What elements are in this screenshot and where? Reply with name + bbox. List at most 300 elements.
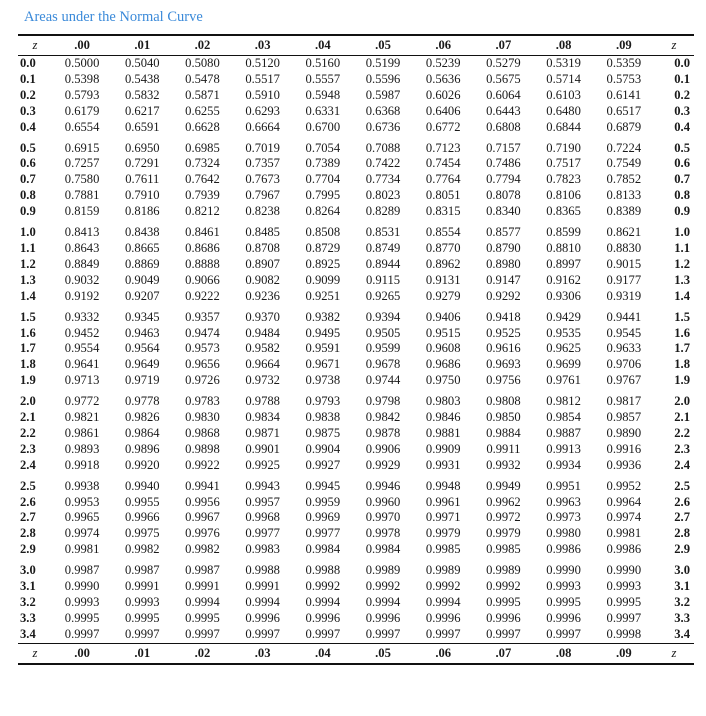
probability-cell: 0.7019 [245, 140, 280, 155]
probability-cell: 0.9817 [606, 394, 642, 409]
z-value: 1.9 [20, 373, 36, 388]
probability-cell: 0.5517 [245, 71, 280, 86]
probability-cell: 0.9418 [486, 309, 521, 324]
z-value-right: 0.9 [674, 204, 690, 219]
normal-distribution-table [18, 34, 694, 665]
probability-cell: 0.9922 [185, 457, 220, 472]
z-value-right: 3.0 [674, 563, 690, 578]
footer-column-label: .06 [435, 645, 452, 660]
probability-cell: 0.9945 [305, 478, 341, 493]
table-row [18, 526, 694, 542]
probability-cell: 0.9778 [124, 394, 160, 409]
probability-cell: 0.9959 [305, 494, 341, 509]
probability-cell: 0.9099 [305, 272, 341, 287]
probability-cell: 0.9984 [365, 542, 401, 557]
probability-cell: 0.7257 [64, 156, 100, 171]
probability-cell: 0.9332 [64, 309, 100, 324]
probability-cell: 0.9793 [305, 394, 341, 409]
table-row [18, 611, 694, 627]
probability-cell: 0.9979 [486, 526, 521, 541]
table-row [18, 426, 694, 442]
probability-cell: 0.9898 [185, 441, 220, 456]
probability-cell: 0.6293 [245, 103, 280, 118]
probability-cell: 0.6915 [64, 140, 100, 155]
probability-cell: 0.5557 [305, 71, 341, 86]
z-value: 2.7 [20, 510, 36, 525]
probability-cell: 0.5675 [486, 71, 521, 86]
z-value-right: 1.4 [674, 288, 690, 303]
probability-cell: 0.9961 [425, 494, 461, 509]
probability-cell: 0.8665 [124, 240, 160, 255]
probability-cell: 0.9948 [425, 478, 461, 493]
probability-cell: 0.9997 [124, 626, 160, 641]
z-value-right: 1.8 [674, 357, 690, 372]
z-value-right: 1.5 [674, 309, 690, 324]
probability-cell: 0.9995 [606, 595, 642, 609]
probability-cell: 0.9931 [425, 457, 461, 472]
probability-cell: 0.9838 [305, 410, 341, 425]
probability-cell: 0.9962 [486, 494, 521, 509]
probability-cell: 0.9982 [185, 542, 220, 557]
z-value-right: 0.5 [674, 140, 690, 155]
probability-cell: 0.9953 [64, 494, 100, 509]
probability-cell: 0.8365 [546, 204, 581, 219]
probability-cell: 0.9693 [486, 357, 521, 372]
probability-cell: 0.9984 [305, 542, 341, 557]
probability-cell: 0.6064 [486, 87, 521, 102]
probability-cell: 0.9993 [546, 579, 581, 594]
table-row [18, 204, 694, 220]
z-value-right: 1.2 [674, 256, 690, 271]
header-column-label: .05 [375, 38, 391, 52]
probability-cell: 0.9901 [245, 441, 280, 456]
z-value-right: 0.7 [674, 172, 690, 187]
probability-cell: 0.8212 [185, 204, 220, 219]
z-value: 0.3 [20, 103, 36, 118]
probability-cell: 0.8485 [245, 225, 280, 240]
z-value-right: 3.2 [674, 595, 690, 609]
probability-cell: 0.9974 [64, 526, 100, 541]
probability-cell: 0.8944 [365, 256, 401, 271]
table-row [18, 458, 694, 474]
probability-cell: 0.9991 [124, 579, 160, 594]
probability-cell: 0.9981 [606, 526, 642, 541]
probability-cell: 0.9441 [606, 309, 642, 324]
probability-cell: 0.6736 [365, 119, 401, 134]
probability-cell: 0.9904 [305, 441, 341, 456]
probability-cell: 0.9756 [486, 373, 521, 388]
probability-cell: 0.7734 [365, 172, 401, 187]
z-value-right: 2.8 [674, 526, 690, 541]
probability-cell: 0.8869 [124, 256, 160, 271]
table-row [18, 273, 694, 289]
probability-cell: 0.6554 [64, 119, 100, 134]
table-row [18, 220, 694, 241]
table-row [18, 120, 694, 136]
probability-cell: 0.5793 [64, 87, 100, 102]
probability-cell: 0.5438 [124, 71, 160, 86]
probability-cell: 0.9834 [245, 410, 280, 425]
probability-cell: 0.9987 [124, 563, 160, 578]
probability-cell: 0.9970 [365, 510, 401, 525]
probability-cell: 0.9713 [64, 373, 100, 388]
probability-cell: 0.9940 [124, 478, 160, 493]
probability-cell: 0.9732 [245, 373, 280, 388]
table-row [18, 558, 694, 579]
probability-cell: 0.9911 [486, 441, 521, 456]
table-row [18, 341, 694, 357]
z-value: 0.7 [20, 172, 36, 187]
probability-cell: 0.9884 [486, 425, 521, 440]
probability-cell: 0.9463 [124, 325, 160, 340]
z-value: 2.3 [20, 441, 36, 456]
footer-column-label: .09 [615, 645, 632, 660]
z-value-right: 2.6 [674, 494, 690, 509]
probability-cell: 0.5832 [124, 87, 160, 102]
probability-cell: 0.9995 [185, 610, 220, 625]
probability-cell: 0.9994 [185, 595, 220, 609]
probability-cell: 0.9861 [64, 425, 100, 440]
probability-cell: 0.6331 [305, 103, 341, 118]
probability-cell: 0.8810 [546, 240, 581, 255]
probability-cell: 0.9991 [245, 579, 280, 594]
probability-cell: 0.9971 [425, 510, 461, 525]
probability-cell: 0.5199 [365, 56, 401, 70]
probability-cell: 0.8106 [546, 188, 581, 203]
probability-cell: 0.9909 [425, 441, 461, 456]
table-row [18, 627, 694, 643]
probability-cell: 0.7995 [305, 188, 341, 203]
table-row [18, 410, 694, 426]
probability-cell: 0.7517 [546, 156, 581, 171]
probability-cell: 0.8264 [305, 204, 341, 219]
probability-cell: 0.6700 [305, 119, 341, 134]
table-row [18, 72, 694, 88]
probability-cell: 0.8186 [124, 204, 160, 219]
header-z-label: z [32, 38, 38, 52]
table-body [18, 56, 694, 644]
header-column-label: .01 [134, 38, 151, 52]
z-value: 2.5 [20, 478, 36, 493]
probability-cell: 0.9726 [185, 373, 220, 388]
probability-cell: 0.7852 [606, 172, 642, 187]
probability-cell: 0.8133 [606, 188, 642, 203]
probability-cell: 0.9997 [64, 626, 100, 641]
table-row [18, 257, 694, 273]
z-value-right: 2.3 [674, 441, 690, 456]
probability-cell: 0.8962 [425, 256, 461, 271]
z-value-right: 1.9 [674, 373, 690, 388]
probability-cell: 0.9147 [486, 272, 521, 287]
probability-cell: 0.8686 [185, 240, 220, 255]
probability-cell: 0.9995 [486, 595, 521, 609]
probability-cell: 0.9484 [245, 325, 280, 340]
probability-cell: 0.9582 [245, 341, 280, 356]
probability-cell: 0.8643 [64, 240, 100, 255]
header-column-label: .07 [495, 38, 512, 52]
probability-cell: 0.9995 [64, 610, 100, 625]
probability-cell: 0.8051 [425, 188, 461, 203]
probability-cell: 0.5910 [245, 87, 280, 102]
probability-cell: 0.9992 [425, 579, 461, 594]
probability-cell: 0.9798 [365, 394, 401, 409]
probability-cell: 0.9306 [546, 288, 581, 303]
footer-column-label: .04 [314, 645, 331, 660]
probability-cell: 0.9997 [365, 626, 401, 641]
probability-cell: 0.9890 [606, 425, 642, 440]
probability-cell: 0.9966 [124, 510, 160, 525]
z-value-right: 0.3 [674, 103, 690, 118]
probability-cell: 0.8770 [425, 240, 461, 255]
page-title: Areas under the Normal Curve [24, 9, 203, 25]
probability-cell: 0.6141 [606, 87, 642, 102]
probability-cell: 0.9236 [245, 288, 280, 303]
probability-cell: 0.7123 [425, 140, 461, 155]
z-value-right: 0.4 [674, 119, 690, 134]
probability-cell: 0.8289 [365, 204, 401, 219]
table-row [18, 357, 694, 373]
probability-cell: 0.7389 [305, 156, 341, 171]
probability-cell: 0.9706 [606, 357, 642, 372]
probability-cell: 0.9664 [245, 357, 280, 372]
probability-cell: 0.9656 [185, 357, 220, 372]
probability-cell: 0.9996 [486, 610, 521, 625]
probability-cell: 0.8830 [606, 240, 642, 255]
probability-cell: 0.9382 [305, 309, 341, 324]
probability-cell: 0.9222 [185, 288, 220, 303]
probability-cell: 0.7224 [606, 140, 642, 155]
z-value-right: 1.1 [674, 240, 690, 255]
table-row [18, 156, 694, 172]
probability-cell: 0.8389 [606, 204, 642, 219]
probability-cell: 0.9772 [64, 394, 100, 409]
probability-cell: 0.7823 [546, 172, 581, 187]
probability-cell: 0.8749 [365, 240, 401, 255]
probability-cell: 0.9761 [546, 373, 581, 388]
probability-cell: 0.9994 [425, 595, 461, 609]
probability-cell: 0.6591 [124, 119, 160, 134]
probability-cell: 0.9963 [546, 494, 581, 509]
footer-row [18, 643, 694, 664]
probability-cell: 0.9974 [606, 510, 642, 525]
probability-cell: 0.9591 [305, 341, 341, 356]
z-value: 0.2 [20, 87, 36, 102]
z-value: 2.9 [20, 542, 36, 557]
footer-column-label: .01 [134, 645, 151, 660]
probability-cell: 0.6844 [546, 119, 581, 134]
probability-cell: 0.9767 [606, 373, 642, 388]
probability-cell: 0.9997 [486, 626, 521, 641]
header-column-label: .08 [555, 38, 572, 52]
probability-cell: 0.9983 [245, 542, 280, 557]
probability-cell: 0.8413 [64, 225, 100, 240]
probability-cell: 0.9633 [606, 341, 642, 356]
table-row [18, 389, 694, 410]
probability-cell: 0.9949 [486, 478, 521, 493]
probability-cell: 0.9998 [606, 626, 642, 641]
probability-cell: 0.6628 [185, 119, 220, 134]
probability-cell: 0.9920 [124, 457, 160, 472]
probability-cell: 0.9956 [185, 494, 220, 509]
probability-cell: 0.9671 [305, 357, 341, 372]
probability-cell: 0.9989 [425, 563, 461, 578]
probability-cell: 0.9177 [606, 272, 642, 287]
z-value-right: 2.0 [674, 394, 690, 409]
probability-cell: 0.8907 [245, 256, 280, 271]
probability-cell: 0.9977 [245, 526, 280, 541]
probability-cell: 0.8925 [305, 256, 341, 271]
table-row [18, 56, 694, 72]
probability-cell: 0.9913 [546, 441, 581, 456]
table-row [18, 289, 694, 305]
z-value: 1.8 [20, 357, 36, 372]
probability-cell: 0.9996 [546, 610, 581, 625]
z-value-right: 0.6 [674, 156, 690, 171]
probability-cell: 0.6026 [425, 87, 461, 102]
probability-cell: 0.9812 [546, 394, 581, 409]
probability-cell: 0.7357 [245, 156, 280, 171]
probability-cell: 0.8708 [245, 240, 280, 255]
footer-column-label: .02 [194, 645, 211, 660]
probability-cell: 0.6103 [546, 87, 581, 102]
z-value-right: 0.1 [674, 71, 690, 86]
probability-cell: 0.9896 [124, 441, 160, 456]
probability-cell: 0.8997 [546, 256, 581, 271]
z-value-right: 0.2 [674, 87, 690, 102]
z-value: 0.4 [20, 119, 36, 134]
probability-cell: 0.8315 [425, 204, 461, 219]
probability-cell: 0.7486 [486, 156, 521, 171]
probability-cell: 0.9505 [365, 325, 401, 340]
probability-cell: 0.9015 [606, 256, 642, 271]
probability-cell: 0.5160 [305, 56, 341, 70]
z-value: 2.2 [20, 425, 36, 440]
probability-cell: 0.9925 [245, 457, 280, 472]
probability-cell: 0.6879 [606, 119, 642, 134]
probability-cell: 0.9678 [365, 357, 401, 372]
probability-cell: 0.9192 [64, 288, 100, 303]
probability-cell: 0.9535 [546, 325, 581, 340]
probability-cell: 0.9641 [64, 357, 100, 372]
probability-cell: 0.9969 [305, 510, 341, 525]
z-value: 0.6 [20, 156, 36, 171]
probability-cell: 0.6985 [185, 140, 220, 155]
probability-cell: 0.7611 [125, 172, 160, 187]
probability-cell: 0.9474 [185, 325, 220, 340]
probability-cell: 0.7794 [486, 172, 521, 187]
probability-cell: 0.7764 [425, 172, 461, 187]
probability-cell: 0.9960 [365, 494, 401, 509]
table-row [18, 188, 694, 204]
z-value-right: 2.2 [674, 425, 690, 440]
probability-cell: 0.9994 [305, 595, 341, 609]
probability-cell: 0.9993 [606, 579, 642, 594]
probability-cell: 0.9988 [245, 563, 280, 578]
probability-cell: 0.9979 [425, 526, 461, 541]
probability-cell: 0.5596 [365, 71, 401, 86]
probability-cell: 0.8790 [486, 240, 521, 255]
probability-cell: 0.9394 [365, 309, 401, 324]
probability-cell: 0.9686 [425, 357, 461, 372]
probability-cell: 0.9495 [305, 325, 341, 340]
probability-cell: 0.9938 [64, 478, 100, 493]
probability-cell: 0.9978 [365, 526, 401, 541]
z-value: 2.1 [20, 410, 36, 425]
probability-cell: 0.9995 [546, 595, 581, 609]
probability-cell: 0.9826 [124, 410, 160, 425]
probability-cell: 0.9846 [425, 410, 461, 425]
probability-cell: 0.9976 [185, 526, 220, 541]
probability-cell: 0.8599 [546, 225, 581, 240]
table-header [18, 35, 694, 56]
header-column-label: .03 [254, 38, 271, 52]
probability-cell: 0.8023 [365, 188, 401, 203]
z-value: 0.8 [20, 188, 36, 203]
probability-cell: 0.9932 [486, 457, 521, 472]
probability-cell: 0.5987 [365, 87, 401, 102]
table-footer [18, 643, 694, 664]
probability-cell: 0.9032 [64, 272, 100, 287]
z-value-right: 0.8 [674, 188, 690, 203]
probability-cell: 0.9986 [606, 542, 642, 557]
probability-cell: 0.9625 [546, 341, 581, 356]
table-row [18, 510, 694, 526]
probability-cell: 0.8554 [425, 225, 461, 240]
probability-cell: 0.5359 [606, 56, 642, 70]
probability-cell: 0.7454 [425, 156, 461, 171]
probability-cell: 0.9992 [486, 579, 521, 594]
z-value: 2.6 [20, 494, 36, 509]
table-row [18, 88, 694, 104]
probability-cell: 0.9599 [365, 341, 401, 356]
table-row [18, 305, 694, 326]
probability-cell: 0.9957 [245, 494, 280, 509]
z-value-right: 0.0 [674, 56, 690, 70]
z-value-right: 2.5 [674, 478, 690, 493]
probability-cell: 0.9982 [124, 542, 160, 557]
probability-cell: 0.9916 [606, 441, 642, 456]
probability-cell: 0.5871 [185, 87, 220, 102]
probability-cell: 0.9964 [606, 494, 642, 509]
z-value-right: 1.6 [674, 325, 690, 340]
probability-cell: 0.6443 [486, 103, 521, 118]
probability-cell: 0.9985 [486, 542, 521, 557]
z-value-right: 3.4 [674, 626, 690, 641]
probability-cell: 0.9996 [425, 610, 461, 625]
probability-cell: 0.9515 [425, 325, 461, 340]
z-value: 3.1 [20, 579, 36, 594]
probability-cell: 0.7967 [245, 188, 280, 203]
probability-cell: 0.9564 [124, 341, 160, 356]
probability-cell: 0.9987 [64, 563, 100, 578]
probability-cell: 0.9934 [546, 457, 581, 472]
probability-cell: 0.9985 [425, 542, 461, 557]
table-row [18, 579, 694, 595]
z-value-right: 2.7 [674, 510, 690, 525]
probability-cell: 0.9744 [365, 373, 401, 388]
probability-cell: 0.7939 [185, 188, 220, 203]
probability-cell: 0.5714 [546, 71, 581, 86]
probability-cell: 0.5478 [185, 71, 220, 86]
table-row [18, 595, 694, 611]
z-value: 0.5 [20, 140, 36, 155]
table-row [18, 373, 694, 389]
probability-cell: 0.9946 [365, 478, 401, 493]
probability-cell: 0.7157 [486, 140, 521, 155]
probability-cell: 0.9990 [64, 579, 100, 594]
probability-cell: 0.9808 [486, 394, 521, 409]
probability-cell: 0.6179 [64, 103, 100, 118]
